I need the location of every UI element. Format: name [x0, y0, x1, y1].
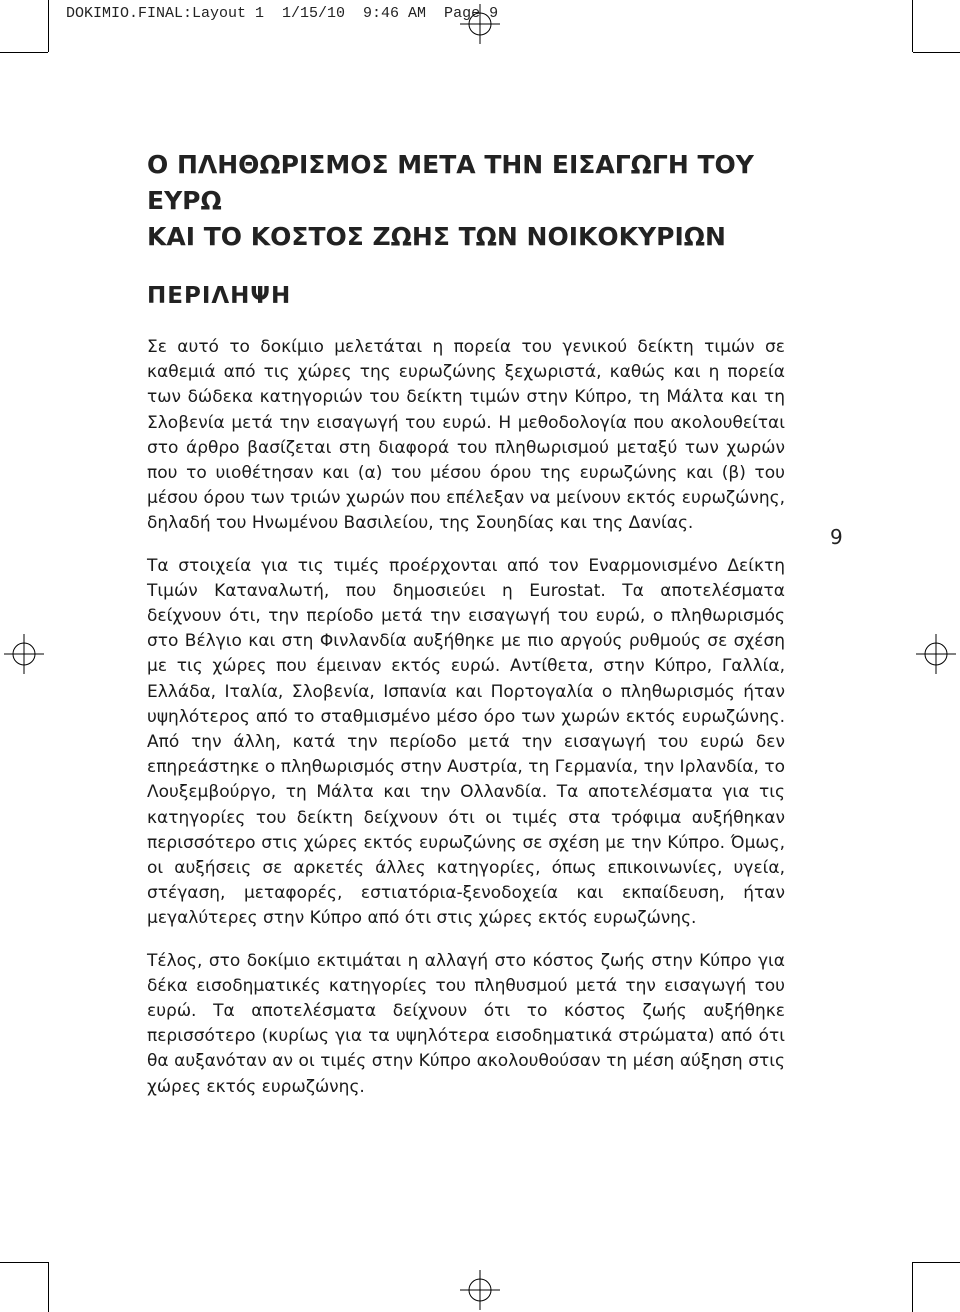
crop-mark-top-right-h	[913, 52, 960, 53]
abstract-paragraph-2: Τα στοιχεία για τις τιμές προέρχονται από τον Εναρμονισμένο Δείκτη Τιμών Καταναλωτή, που δημοσιεύει η Eurostat. Τα αποτελέσματα δείχνουν ότι, την περίοδο μετά την εισαγωγή του ευρώ, ο πληθωρισμός στο Βέλγιο και στη Φινλανδία αυξήθηκε με πιο αργούς ρυθμούς σε σχέση με τις χώρες που έμειναν εκτός ευρώ. Αντίθετα, στην Κύπρο, Γαλλία, Ελλάδα, Ιταλία, Σλοβενία, Ισπανία και Πορτογαλία ο πληθωρισμός ήταν υψηλότερος από το σταθμισμένο μέσο όρο των χωρών εκτός ευρωζώνης. Από την άλλη, κατά την περίοδο μετά την εισαγωγή του ευρώ δεν επηρεάστηκε ο πληθωρισμός στην Αυστρία, τη Γερμανία, την Ιρλανδία, το Λουξεμβούργο, τη Μάλτα και την Ολλανδία. Τα αποτελέσματα για τις κατηγορίες του δείκτη δείχνουν ότι οι τιμές στα τρόφιμα αυξήθηκαν περισσότερο στις χώρες εκτός ευρωζώνης σε σχέση με την Κύπρο. Όμως, οι αυξήσεις σε αρκετές άλλες κατηγορίες, όπως επικοινωνίες, υγεία, στέγαση, μεταφορές, εστιατόρια-ξενοδοχεία και εκπαίδευση, ήταν μεγαλύτερες στην Κύπρο από ότι στις χώρες εκτός ευρωζώνης.	[147, 555, 785, 929]
registration-mark-bottom-icon	[460, 1270, 500, 1310]
printer-slug-line: DOKIMIO.FINAL:Layout 1 1/15/10 9:46 AM Page 9	[66, 5, 499, 22]
abstract-paragraph-3: Τέλος, στο δοκίμιο εκτιμάται η αλλαγή στο κόστος ζωής στην Κύπρο για δέκα εισοδηματικές κατηγορίες του πληθυσμού μετά την εισαγωγή του ευρώ. Τα αποτελέσματα δείχνουν ότι το κόστος ζωής αυξήθηκε περισσότερο (κυρίως για τα υψηλότερα εισοδηματικά στρώματα) από ότι θα αυξανόταν αν οι τιμές στην Κύπρο ακολουθούσαν τη μέση αύξηση στις χώρες εκτός ευρωζώνης.	[147, 950, 785, 1097]
registration-mark-top-icon	[460, 4, 500, 44]
crop-mark-bottom-right-h	[913, 1262, 960, 1263]
registration-mark-right-icon	[916, 634, 956, 674]
abstract-paragraph-1: Σε αυτό το δοκίμιο μελετάται η πορεία του γενικού δείκτη τιμών σε καθεμιά από τις χώρες της ευρωζώνης ξεχωριστά, καθώς και η πορεία των δώδεκα κατηγοριών του δείκτη τιμών στην Κύπρο, τη Μάλτα και τη Σλοβενία μετά την εισαγωγή του ευρώ. Η μεθοδολογία που ακολουθείται στο άρθρο βασίζεται στη διαφορά του πληθωρισμού μεταξύ των χωρών που το υιοθέτησαν και (α) του μέσου όρου της ευρωζώνης και (β) του μέσου όρου των τριών χωρών που επέλεξαν να μείνουν εκτός ευρωζώνης, δηλαδή του Ηνωμένου Βασιλείου, της Σουηδίας και της Δανίας.	[147, 337, 785, 534]
title-line-1: Ο ΠΛΗΘΩΡΙΣΜΟΣ ΜΕΤΑ ΤΗΝ ΕΙΣΑΓΩΓΗ ΤΟΥ ΕΥΡΩ	[147, 150, 754, 215]
crop-mark-top-left-h	[0, 52, 48, 53]
section-heading-abstract: ΠΕΡΙΛΗΨΗ	[147, 283, 292, 309]
title-line-2: ΚΑΙ ΤΟ ΚΟΣΤΟΣ ΖΩΗΣ ΤΩΝ ΝΟΙΚΟΚΥΡΙΩΝ	[147, 222, 726, 251]
crop-mark-bottom-left-h	[0, 1262, 48, 1263]
crop-mark-top-left-v	[48, 0, 49, 52]
crop-mark-bottom-left-v	[48, 1262, 49, 1312]
document-title	[147, 147, 807, 255]
page-number: 9	[830, 525, 843, 549]
abstract-body	[147, 335, 785, 1117]
registration-mark-left-icon	[4, 634, 44, 674]
crop-mark-bottom-right-v	[912, 1262, 913, 1312]
crop-mark-top-right-v	[912, 0, 913, 52]
